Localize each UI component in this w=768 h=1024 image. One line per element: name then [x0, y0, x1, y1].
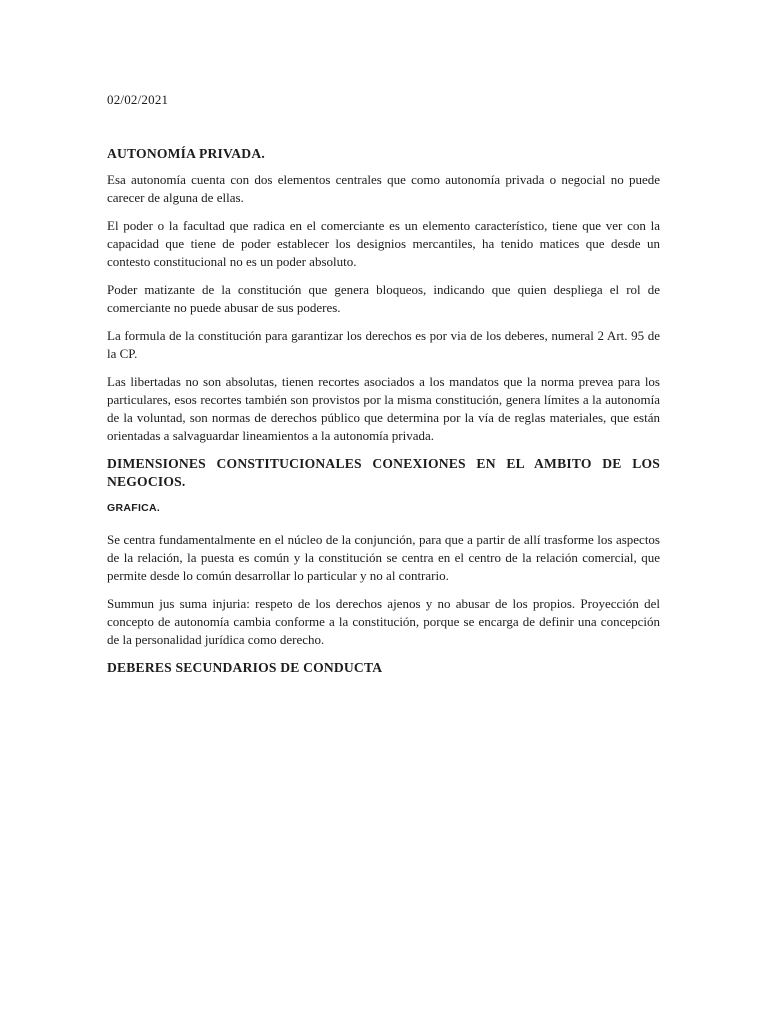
paragraph-2: El poder o la facultad que radica en el comerciante es un elemento característico, tiene que ver con la capacidad que tiene de poder establecer los designios mercantiles, ha tenido matices que desde un contesto constitucional no es un poder absoluto.: [107, 218, 660, 269]
heading-deberes-secundarios: DEBERES SECUNDARIOS DE CONDUCTA: [107, 660, 383, 675]
paragraph-4: La formula de la constitución para garantizar los derechos es por via de los deberes, numeral 2 Art. 95 de la CP.: [107, 328, 660, 361]
document-body: [107, 91, 660, 685]
heading-autonomia-privada: AUTONOMÍA PRIVADA.: [107, 146, 265, 161]
paragraph-6: Se centra fundamentalmente en el núcleo de la conjunción, para que a partir de allí trasforme los aspectos de la relación, la puesta es común y la constitución se centra en el centro de la relación comercial, que permite desde lo común desarrollar lo particular y no al contrario.: [107, 532, 660, 583]
paragraph-3: Poder matizante de la constitución que genera bloqueos, indicando que quien despliega el rol de comerciante no puede abusar de sus poderes.: [107, 282, 660, 315]
paragraph-5: Las libertadas no son absolutas, tienen recortes asociados a los mandatos que la norma prevea para los particulares, esos recortes también son provistos por la misma constitución, genera límites a la autonomía de la voluntad, son normas de derechos público que determina por la vía de reglas materiales, que están orientadas a salvaguardar lineamientos a la autonomía privada.: [107, 374, 660, 443]
heading-dimensiones-constitucionales: DIMENSIONES CONSTITUCIONALES CONEXIONES EN EL AMBITO DE LOS NEGOCIOS.: [107, 456, 660, 489]
paragraph-1: Esa autonomía cuenta con dos elementos centrales que como autonomía privada o negocial no puede carecer de alguna de ellas.: [107, 172, 660, 205]
document-date: 02/02/2021: [107, 92, 169, 107]
paragraph-7: Summun jus suma injuria: respeto de los derechos ajenos y no abusar de los propios. Proyección del concepto de autonomía cambia conforme a la constitución, porque se encarga de definir una concepción de la personalidad jurídica como derecho.: [107, 596, 660, 647]
subheading-grafica: GRAFICA.: [107, 502, 161, 514]
